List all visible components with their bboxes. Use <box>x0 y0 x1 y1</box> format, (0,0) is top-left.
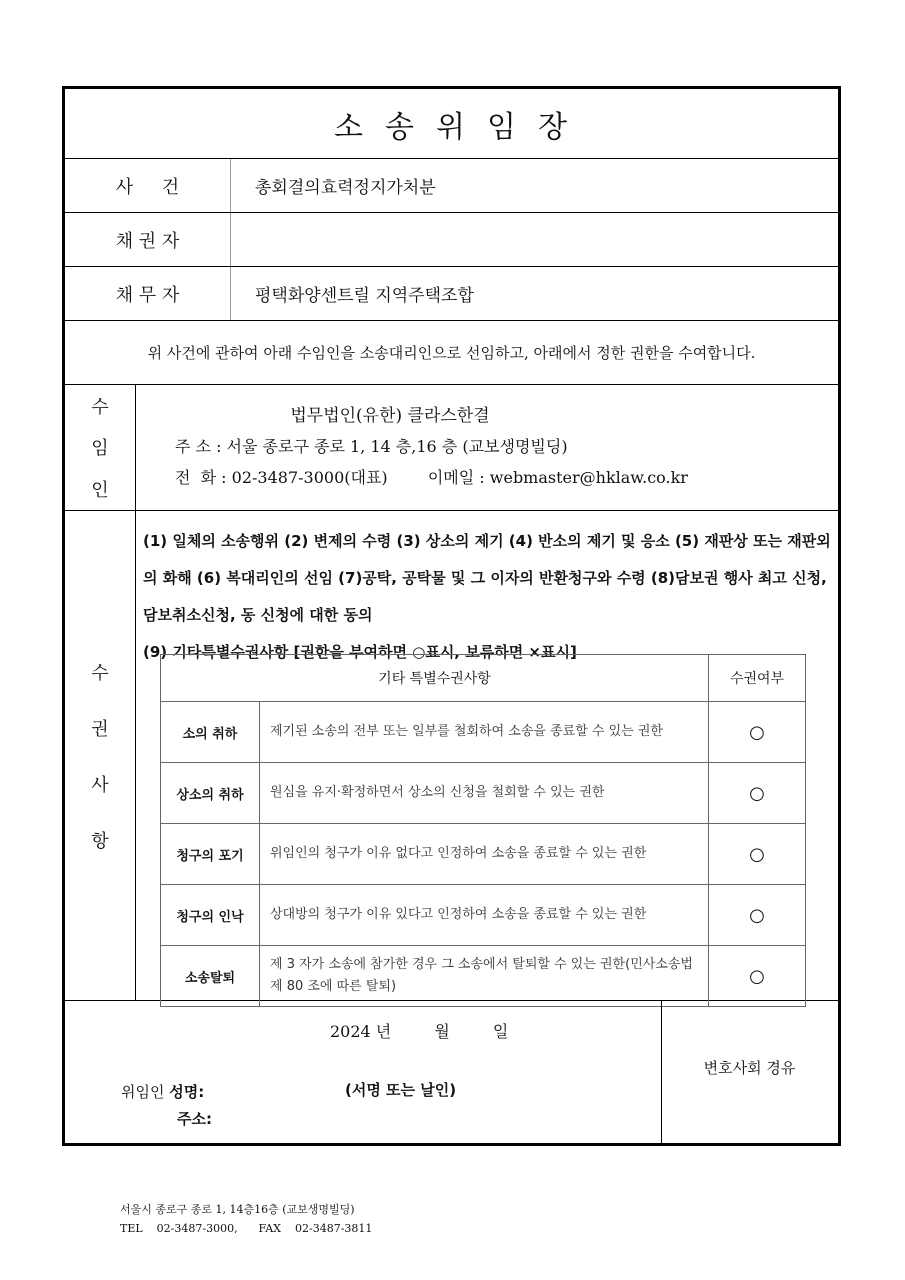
firm-address: 주 소 : 서울 종로구 종로 1, 14 층,16 층 (교보생명빌딩) <box>175 437 568 456</box>
debtor-value: 평택화양센트릴 지역주택조합 <box>255 286 474 306</box>
firm-email: 이메일 : webmaster@hklaw.co.kr <box>427 468 688 487</box>
special-powers-table <box>160 654 806 1007</box>
firm-contact <box>175 465 688 488</box>
power-desc: 상대방의 청구가 이유 있다고 인정하여 소송을 종료할 수 있는 권한 <box>260 885 709 946</box>
title-char: 소 <box>334 109 366 145</box>
header-grant: 수권여부 <box>709 655 806 702</box>
grant-mark[interactable]: ○ <box>709 702 806 763</box>
footer-address: 서울시 종로구 종로 1, 14층16층 (교보생명빌딩) <box>120 1203 355 1216</box>
header-item: 기타 특별수권사항 <box>161 655 709 702</box>
powers-label-char: 수 <box>91 662 109 684</box>
powers-label-char: 사 <box>91 774 109 796</box>
power-desc: 원심을 유지·확정하면서 상소의 신청을 철회할 수 있는 권한 <box>260 763 709 824</box>
powers-label <box>65 511 136 1000</box>
footer-contact: TEL 02-3487-3000, FAX 02-3487-3811 <box>120 1222 373 1235</box>
grant-mark[interactable]: ○ <box>709 824 806 885</box>
power-name: 상소의 취하 <box>161 763 260 824</box>
title-char: 장 <box>537 109 569 145</box>
title-char: 송 <box>385 109 416 145</box>
document-title <box>65 89 838 159</box>
case-label: 사 건 <box>65 159 231 212</box>
title-char: 위 <box>436 109 467 145</box>
date-day: 일 <box>492 1022 509 1041</box>
power-name: 청구의 포기 <box>161 824 260 885</box>
firm-name: 법무법인(유한) 클라스한결 <box>290 406 490 426</box>
agent-info <box>175 401 688 488</box>
agent-label-char: 인 <box>91 480 109 502</box>
principal-label: 위임인 <box>121 1083 165 1101</box>
date-year: 2024 년 <box>330 1022 392 1041</box>
agent-label <box>65 385 136 510</box>
agent-label-char: 수 <box>91 396 109 418</box>
signature-placeholder[interactable]: (서명 또는 날인) <box>345 1081 457 1099</box>
creditor-row <box>65 213 838 267</box>
debtor-row <box>65 267 838 321</box>
table-row <box>161 702 806 763</box>
powers-label-char: 권 <box>91 718 109 740</box>
power-desc: 위임인의 청구가 이유 없다고 인정하여 소송을 종료할 수 있는 권한 <box>260 824 709 885</box>
firm-phone: 전 화 : 02-3487-3000(대표) <box>175 468 388 487</box>
bar-association-note: 변호사회 경유 <box>703 1059 796 1077</box>
grant-mark[interactable]: ○ <box>709 763 806 824</box>
agent-label-char: 임 <box>91 438 109 460</box>
powers-section <box>65 511 838 1001</box>
power-name: 소의 취하 <box>161 702 260 763</box>
table-row <box>161 946 806 1007</box>
case-row <box>65 159 838 213</box>
signature-section <box>65 1001 838 1146</box>
table-row <box>161 824 806 885</box>
principal-info <box>121 1079 212 1133</box>
delegation-notice: 위 사건에 관하여 아래 수임인을 소송대리인으로 선임하고, 아래에서 정한 권한을 수여합니다. <box>65 321 838 385</box>
power-desc: 제기된 소송의 전부 또는 일부를 철회하여 소송을 종료할 수 있는 권한 <box>260 702 709 763</box>
name-label: 성명: <box>169 1083 205 1101</box>
signing-date <box>330 1019 546 1042</box>
special-powers-note: (9) 기타특별수권사항 [권한을 부여하면 ○표시, 보류하면 ×표시] <box>143 643 577 661</box>
power-name: 청구의 인낙 <box>161 885 260 946</box>
debtor-label: 채 무 자 <box>65 267 231 320</box>
creditor-label: 채 권 자 <box>65 213 231 266</box>
title-char: 임 <box>486 109 518 145</box>
agent-section <box>65 385 838 511</box>
power-name: 소송탈퇴 <box>161 946 260 1007</box>
principal-block <box>65 1001 662 1146</box>
date-month: 월 <box>434 1022 450 1041</box>
case-value: 총회결의효력정지가처분 <box>255 178 436 198</box>
grant-mark[interactable]: ○ <box>709 946 806 1007</box>
power-desc: 제 3 자가 소송에 참가한 경우 그 소송에서 탈퇴할 수 있는 권한(민사소송법 제 80 조에 따른 탈퇴) <box>260 946 709 1007</box>
powers-text <box>143 523 833 671</box>
address-label: 주소: <box>177 1110 212 1128</box>
general-powers: (1) 일체의 소송행위 (2) 변제의 수령 (3) 상소의 제기 (4) 반소의 제기 및 응소 (5) 재판상 또는 재판외의 화해 (6) 복대리인의 선임 (7)공탁, 공탁물 및 그 이자의 반환청구와 수령 (8)담보권 행사 최고 신청, 담보취소신청, 동 신청에 대한 동의 <box>143 532 831 624</box>
power-of-attorney-form <box>62 86 841 1146</box>
grant-mark[interactable]: ○ <box>709 885 806 946</box>
table-row <box>161 763 806 824</box>
footer <box>120 1200 372 1238</box>
table-row <box>161 885 806 946</box>
table-header <box>161 655 806 702</box>
powers-label-char: 항 <box>91 830 109 852</box>
